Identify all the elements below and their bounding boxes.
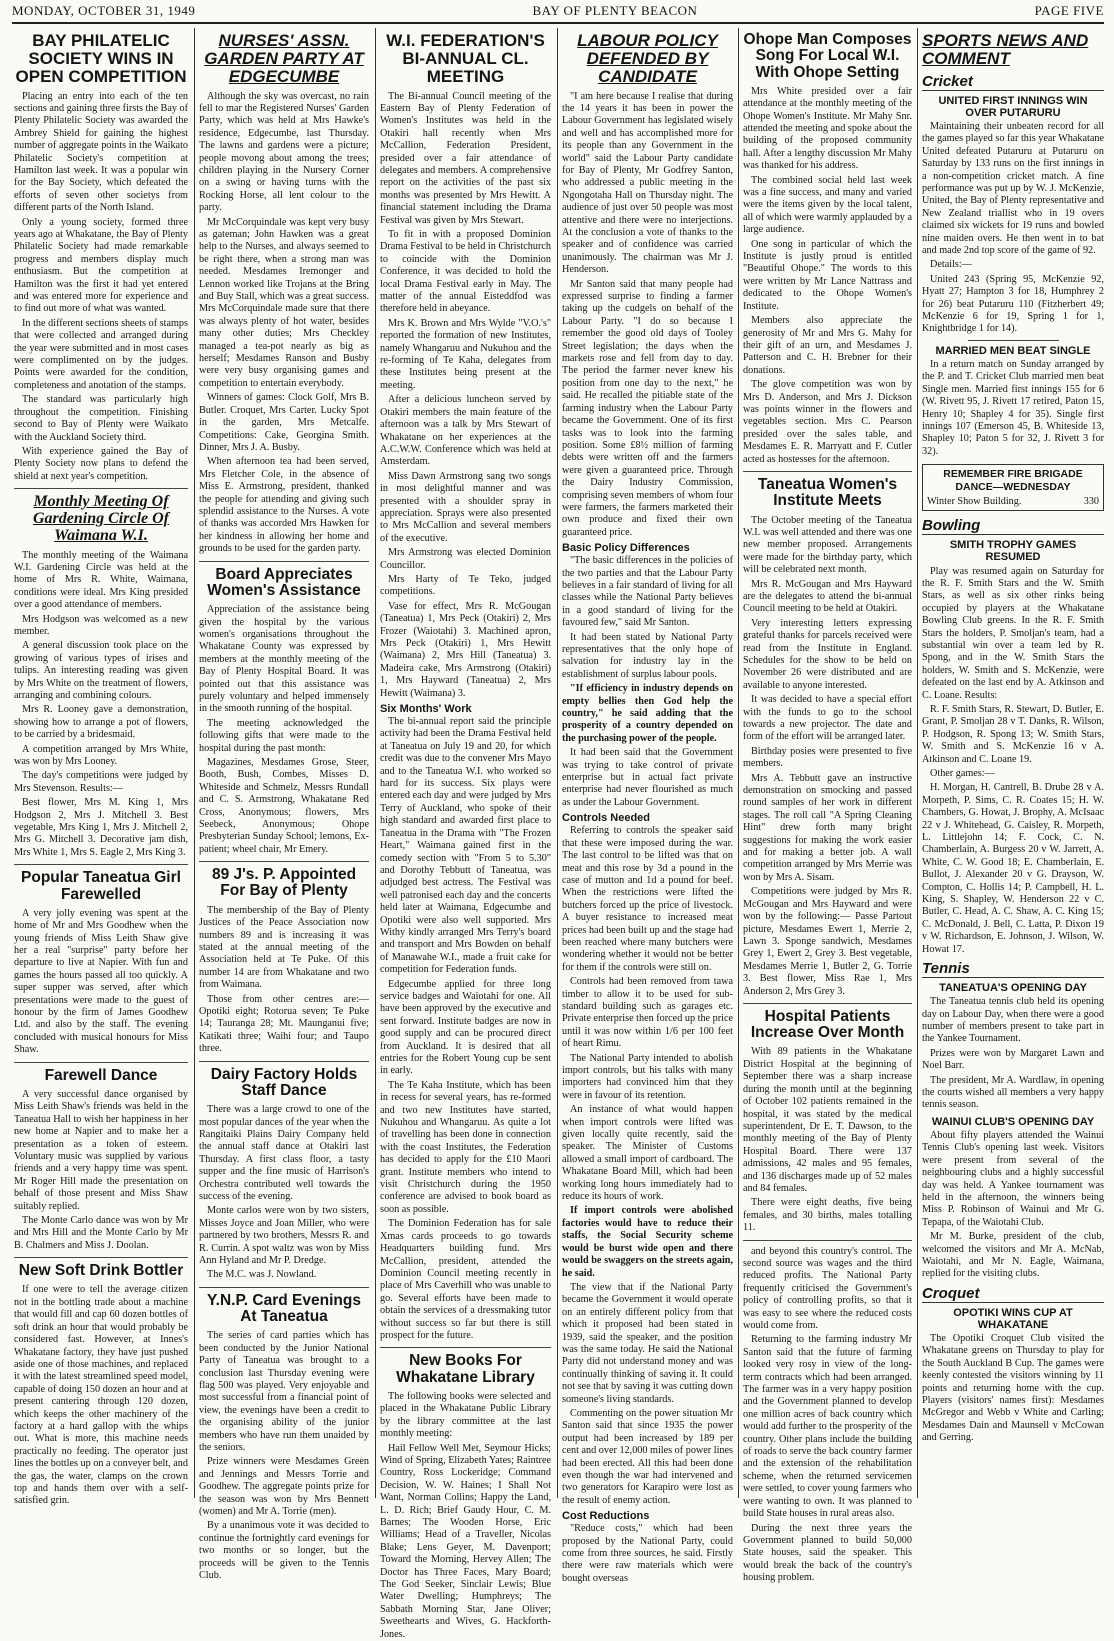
page-number: PAGE FIVE (1035, 3, 1104, 19)
article-paragraph: When afternoon tea had been served, Mrs Fletcher Cole, in the absence of Miss E. Armstrong, president, thanked the people for attending and giving such splendid assistance to the Nurses. A vote of thanks was accorded Mrs Hawken for her kindness in allowing her home and grounds to be used for the garden party. (199, 456, 369, 555)
article-paragraph: Placing an entry into each of the ten sections and gaining three firsts the Bay of Plenty Philatelic Society was awarded the Ambrey Shield for gaining the highest number of aggregate points in the Waikato Philatelic Society's competition at Hamilton last week. It was a popular win for the Bay Society, which defeated the efforts of seven other societys from different parts of the North Island. (14, 91, 188, 215)
article-paragraph: The monthly meeting of the Waimana W.I. Gardening Circle was held at the home of Mrs R. White, Waimana, conditions were ideal. Mrs King presided over a good attendance of members. (14, 550, 188, 612)
article-paragraph: The Bi-annual Council meeting of the Eastern Bay of Plenty Federation of Women's Institutes was held in the Otakiri hall recently when Mrs McCallion, Federation President, presided over a fair attendance of delegates and members. A comprehensive report on the activities of the past six months was presented by Mrs Hewitt. A financial statement including the Drama Festival was given by Mrs Stewart. (380, 91, 551, 227)
article-paragraph: H. Morgan, H. Cantrell, B. Drube 28 v A. Morpeth, P. Sims, C. R. Coates 15; H. W. Chambers, G. Howat, J. Brophy, A. McIsaac 22 v J. Whitehead, G. Caisley, R. Morpeth, L. Littlejohn 14; F. Cock, C. N. Chamberlain, A. Burgess 20 v W. Jarrett, A. White, C. W. Good 18; E. Chamberlain, E. Bullot, J. Alexander 20 v G. Drayson, W. Compton, C. Hollis 14; P. Campbell, H. L. King, S. Shapley, W. Henderson 22 v C. Butler, C. Head, A. C. Shaw, A. C. King 15; C. McDonald, J. Bell, C. Latta, P. Dixon 19 v W. Richardson, E. Johnson, J. Wilson, W. Howat 17. (922, 782, 1104, 956)
notice-box (922, 464, 1104, 511)
article-paragraph: With experience gained the Bay of Plenty Society now plans to defend the shield at next year's competition. (14, 446, 188, 483)
article-paragraph: Only a young society, formed three years ago at Whakatane, the Bay of Plenty Philatelic Society had made remarkable progress and members display much enthusiasm. But the competition at Hamilton was the first it had yet entered and was entered more for experience and to find out more of what was wanted. (14, 217, 188, 316)
article-headline: W.I. FEDERATION'S BI-ANNUAL CL. MEETING (380, 32, 551, 86)
article-paragraph: Commenting on the power situation Mr Santon said that since 1935 the power output had been increased by 189 per cent and over 12,000 miles of power lines had been erected. All this had been done even though the war had intervened and two generators for Karapiro were lost as the result of enemy action. (562, 1408, 733, 1507)
article-paragraph: The view that if the National Party became the Government it would operate on an entirely different policy from that which it proposed had been stated in 1939, said the speaker, and the position was the same today. He said the National Party did not understand money and was continually thinking of saving it. It could not see that by saving it was cutting down someone's living standards. (562, 1282, 733, 1406)
article-paragraph: and beyond this country's control. The second source was wages and the third reduced profits. The National Party frequently criticised the Government's policy of controlling profits, so that it was easy to see where the reduced costs would come from. (743, 1246, 912, 1333)
column-rule (917, 28, 918, 1498)
notice-number: 330 (1084, 496, 1099, 507)
article-paragraph: During the next three years the Government planned to build 50,000 State houses, said the speaker. This would break the back of the country's housing problem. (743, 1523, 912, 1585)
article-paragraph: If one were to tell the average citizen not in the bottling trade about a machine that would fill and cap 60 dozen bottles of soft drink an hour that would probably be considered fast. However, at Innes's Whakatane factory, they have just pushed aside one of those machines, and replaced it with the latest streamlined speed model, capable of doing 150 dozen an hour and at present cantering through 120 dozen, which keeps the other machinery of the factory at a hard gallop with the whips out. What is more, this machine needs practically no feeding. The operator just lines the bottles up on a conveyer belt, and the gas, the water, clamps on the crown top and hands them over with a self-satisfied grin. (14, 1284, 188, 1507)
column-5 (743, 28, 912, 1500)
article-headline: Ohope Man Composes Song For Local W.I. With Ohope Setting (743, 32, 912, 81)
article-paragraph: Details:— (922, 259, 1104, 271)
notice-text: REMEMBER FIRE BRIGADE DANCE—WEDNESDAY (927, 468, 1099, 493)
article-headline: Y.N.P. Card Evenings At Taneatua (199, 1293, 369, 1326)
divider (743, 1240, 912, 1241)
article-headline: MARRIED MEN BEAT SINGLE (922, 345, 1104, 357)
article-headline: BAY PHILATELIC SOCIETY WINS IN OPEN COMPETITION (14, 32, 188, 86)
subheading: Cost Reductions (562, 1510, 733, 1522)
column-rule (194, 28, 195, 1498)
article-paragraph: The series of card parties which has been conducted by the Junior National Party of Taneatua was brought to a conclusion last Thursday evening were flag 500 was played. Very enjoyable and most successful from a financial point of view, the evenings have been a credit to the organising ability of the junior members who have run them unaided by the seniors. (199, 1330, 369, 1454)
section-heading-tennis: Tennis (922, 960, 1104, 978)
article-paragraph: Prizes were won by Margaret Lawn and Noel Barr. (922, 1048, 1104, 1073)
article-paragraph: Mrs K. Brown and Mrs Wylde "V.O.'s" reported the formation of new Institutes, namely Whangaruu and Nukuhou and the re-forming of Te Kaha, delegates from these Institutes being present at the meeting. (380, 318, 551, 392)
pull-quote: If import controls were abolished factories would have to reduce their staffs, the Social Security scheme would be burst wide open and there would be swaggers on the streets again, he said. (562, 1205, 733, 1279)
article-paragraph: One song in particular of which the Institute is justly proud is entitled "Beautiful Ohope." The words to this were written by Mr Lance Nattrass and dedicated to the Ohope Women's Institute. (743, 239, 912, 313)
article-paragraph: Prize winners were Mesdames Green and Jennings and Messrs Torrie and Goodhew. The aggregate points prize for the season was won by Mrs Bennett (women) and Mr A. Torrie (men). (199, 1456, 369, 1518)
pull-quote: "If efficiency in industry depends on empty bellies then God help the country," he said adding that the prosperity of a country depended on the purchasing power of the people. (562, 683, 733, 745)
masthead (12, 0, 1104, 24)
article-paragraph: The Taneatua tennis club held its opening day on Labour Day, when there were a good number of members present to take part in the Yankee Tournament. (922, 996, 1104, 1046)
divider (199, 1061, 369, 1062)
article-paragraph: The membership of the Bay of Plenty Justices of the Peace Association now numbers 89 and is increasing it was stated at the annual meeting of the Association held at Te Puke. Of this number 14 are from Whakatane and two from Waimana. (199, 905, 369, 992)
article-paragraph: Winners of games: Clock Golf, Mrs B. Butler. Croquet, Mrs Carter. Lucky Spot in the garden, Mrs Metcalfe. Competitions: Cake, Georgina Smith. Dinner, Mrs J. A. Busby. (199, 392, 369, 454)
article-headline: NURSES' ASSN. GARDEN PARTY AT EDGECUMBE (199, 32, 369, 86)
article-paragraph: Best flower, Mrs M. King 1, Mrs Hodgson 2, Mrs J. Mitchell 3. Best vegetable, Mrs King 1, Mrs J. Mitchell 2, Mrs G. Mitchell 3. Decorative jam dish, Mrs White 1, Mrs S. Eagle 2, Mrs King 3. (14, 797, 188, 859)
article-paragraph: With 89 patients in the Whakatane District Hospital at the beginning of September there was a sharp increase during the month until at the beginning of October 102 patients remained in the hospital, it was stated by the medical superintendent, Dr E. T. Dawson, to the monthly meeting of the Bay of Plenty Hospital Board. There were 137 admissions, 42 males and 95 females, and 136 discharges made up of 52 males and 84 females. (743, 1046, 912, 1195)
article-paragraph: Although the sky was overcast, no rain fell to mar the Registered Nurses' Garden Party, which was held at Mrs Hawke's residence, Edgecumbe, last Thursday. The lawns and gardens were a picture; people movong about among the trees; children playing in the Nursery Corner on a swing or having turns with the Rocking Horse, all lent colour to the party. (199, 91, 369, 215)
column-6-sports (922, 28, 1104, 1500)
article-headline: New Soft Drink Bottler (14, 1263, 188, 1279)
article-headline: New Books For Whakatane Library (380, 1353, 551, 1386)
divider (14, 1257, 188, 1258)
divider (199, 861, 369, 862)
column-rule (375, 28, 376, 1498)
column-rule (557, 28, 558, 1498)
article-paragraph: A very jolly evening was spent at the home of Mr and Mrs Goodhew when the young friends of Miss Leith Shaw give her a real "surprise" party before her departure to live at Napier. With fun and games the hours passed all too quickly. A super supper was served, after which presentations were made to the guest of honour by the firm of James Goodhew Ltd. and also by the staff. The evening concluded with musical honours for Miss Shaw. (14, 908, 188, 1057)
article-headline: Taneatua Women's Institute Meets (743, 477, 912, 510)
divider (199, 561, 369, 562)
article-headline: Farewell Dance (14, 1068, 188, 1084)
article-paragraph: Members also appreciate the generosity of Mr and Mrs G. Mahy for their gift of an urn, and Mesdames J. Patterson and C. H. Brebner for their donations. (743, 315, 912, 377)
article-paragraph: It was decided to have a special effort with the funds to go to the school towards a new projector. The date and form of the effort will be arranged later. (743, 694, 912, 744)
divider (743, 1003, 912, 1004)
article-paragraph: A general discussion took place on the growing of various types of irises and tulips. An interesting reading was given by Mrs White on the treatment of flowers, arranging and combining colours. (14, 640, 188, 702)
article-headline: Popular Taneatua Girl Farewelled (14, 870, 188, 903)
article-paragraph: There were eight deaths, five being females, and 30 births, males totalling 11. (743, 1197, 912, 1234)
subheading: Basic Policy Differences (562, 542, 733, 554)
article-paragraph: The Dominion Federation has for sale Xmas cards proceeds to go towards Headquarters building fund. Mrs McCallion, president, attended the Dominion Council meeting recently in place of Mrs Caverhill who was unable to go. Several efforts have been made to obtain the services of a dressmaking tutor without success so far but there is still prospect for the future. (380, 1218, 551, 1342)
article-paragraph: After a delicious luncheon served by Otakiri members the main feature of the afternoon was a talk by Mrs Stewart of Whakatane on her experiences at the A.C.W.W. Conference which was held at Amsterdam. (380, 394, 551, 468)
article-paragraph: Vase for effect, Mrs R. McGougan (Taneatua) 1, Mrs Peck (Otakiri) 2, Mrs Frozer (Waiotahi) 3. Machined apron, Mrs Peck (Otakiri) 1, Mrs Hewitt (Waimana) 2, Mrs Hill (Taneatua) 3. Madeira cake, Mrs Armstrong (Otakiri) 1, Mrs Hayward (Taneatua) 2, Mrs Hewitt (Waimana) 3. (380, 601, 551, 700)
column-rule (738, 28, 739, 1498)
article-paragraph: It had been stated by National Party representatives that the only hope of salvation for industry lay in the establishment of surplus labour pools. (562, 632, 733, 682)
section-title: SPORTS NEWS AND COMMENT (922, 32, 1104, 68)
section-heading-cricket: Cricket (922, 73, 1104, 91)
article-paragraph: The standard was particularly high throughout the competition. Finishing second to Bay of Plenty were Waikato with the Auckland Society third. (14, 394, 188, 444)
article-paragraph: A very successful dance organised by Miss Leith Shaw's friends was held in the Taneatua Hall to wish her happiness in her new home at Napier and to make her a presentation as a token of esteem. Voluntary music was supplied by various friends and a very happy time was spent. Mr Roger Hill made the presentation on behalf of those present and Miss Shaw suitably replied. (14, 1089, 188, 1213)
divider (14, 864, 188, 865)
article-paragraph: To fit in with a proposed Dominion Drama Festival to be held in Christchurch to coincide with the Dominion Conference, it was decided to hold the local Drama Festival early in May. The matter of the annual Eisteddfod was therefore held in abeyance. (380, 229, 551, 316)
column-4 (562, 28, 733, 1500)
divider (14, 488, 188, 489)
article-paragraph: The following books were selected and placed in the Whakatane Public Library by the library committee at the last monthly meeting: (380, 1391, 551, 1441)
issue-date: MONDAY, OCTOBER 31, 1949 (12, 3, 195, 19)
article-paragraph: Mrs R. McGougan and Mrs Hayward are the delegates to attend the bi-annual Council meeting to be held at Otakiri. (743, 579, 912, 616)
article-headline: SMITH TROPHY GAMES RESUMED (922, 539, 1104, 563)
article-paragraph: Birthday posies were presented to five members. (743, 746, 912, 771)
article-paragraph: "The basic differences in the policies of the two parties and that the Labour Party believes in a fair standard of living for all classes while the National Party believes in a good standard of living for the favoured few," said Mr Santon. (562, 555, 733, 629)
article-paragraph: Appreciation of the assistance being given the hospital by the various women's organisations throughout the Whakatane County was expressed by members at the monthly meeting of the Bay of Plenty Hospital Board. It was pointed out that this assistance was purely voluntary and helped immensely in the smooth running of the hospital. (199, 604, 369, 716)
section-heading-bowling: Bowling (922, 517, 1104, 535)
divider (743, 471, 912, 472)
article-paragraph: In a return match on Sunday arranged by the P. and T. Cricket Club married men beat Single men. Married first innings 155 for 6 (W. Rivett 95, J. Rivett 17 retired, Paton 15, Henry 10; Shapley 4 for 35). Single first innings 107 (Emerson 45, B. Whiteside 13, Shapley 10; Paton 5 for 32, J. Rivett 3 for 32). (922, 359, 1104, 458)
article-paragraph: Returning to the farming industry Mr Santon said that the future of farming looked very rosy in view of the long-term contracts which had been arranged. The farmer was in a very happy position and the Government planned to develop one million acres of back country which would add further to the prosperity of the country. Other plans include the building of roads to serve the back country farmer and the extension of the rehabilitation scheme, when the returned servicemen were settled, to cover young farmers who were wanting to own. It was planned to build State houses in rural areas also. (743, 1334, 912, 1520)
article-paragraph: Other games:— (922, 768, 1104, 780)
article-paragraph: Mrs A. Tebbutt gave an instructive demonstration on smocking and passed round samples of her work in different stages. The roll call "A Spring Cleaning Hint" drew forth many bright suggestions for making the work easier and for making a better job. A wall competition arranged by Mrs Merrie was won by Mrs A. Sisam. (743, 773, 912, 885)
article-paragraph: Mr Santon said that many people had expressed surprise to finding a farmer taking up the cudgels on behalf of the Labour Party. "I do so because I remember the good old days of Tooley Street legislation; the days when the markets rose and fell from day to day. The period the farmer never knew his position from one day to the next," he said. He recalled the pitiable state of the farming industry when the Labour Party became the Government. One of its first tasks was to look into the farming position. Some £8½ million of farming debts were written off and the farmers were given a guaranteed price. Through the Dairy Industry Commission, comprising seven members of whom four were farmers, the farmers marketed their own produce and fixed their own guaranteed price. (562, 279, 733, 540)
article-paragraph: Edgecumbe applied for three long service badges and Waiotahi for one. All have been approved by the executive and sent forward. Institute badges are now in good supply and can be procured direct from Auckland. It is desired that all entries for the Robert Young cup be sent in early. (380, 979, 551, 1078)
article-paragraph: An instance of what would happen when import controls were lifted was given locally quite recently, said the speaker. The Minister of Customs allowed a small import of cardboard. The Whakatane Board Mill, which had been working long hours immediately had to reduce its hours of work. (562, 1104, 733, 1203)
article-paragraph: Mr McCorquindale was kept very busy as gateman; John Hawken was a great help to the Nurses, and always seemed to be right there, when a strong man was needed. Mesdames Iremonger and Lennon worked like Trojans at the Bring and Buy Stall, which was a great success. Mrs McCorquindale made sure that there was always plenty of hot water, besides many other duties; Mrs Checkley managed a tea-pot nearly as big as herself; Mesdames Ranson and Busby were very busy organising games and competition to entertain everybody. (199, 217, 369, 391)
article-paragraph: Hail Fellow Well Met, Seymour Hicks; Wind of Spring, Elizabeth Yates; Raintree Country, Ross Lockeridge; Command Decision, W. W. Haines; I Shall Not Want, Norman Collins; Happy the Land, L. D. Rich; Brief Gaudy Hour, C. M. Barnes; The Wooden Horse, Eric Williams; Head of a Traveller, Nicolas Blake; Lens Geyer, M. Davenport; Toward the Morning, Hervey Allen; The Doctor has Three Faces, Mary Board; The God Seeker, Sinclair Lewis; Blue Water Dwelling; Humphreys; The Sabbath Morning Star, Jane Oliver; Sweethearts and Wives, G. Hackforth-Jones. (380, 1443, 551, 1641)
subheading: Controls Needed (562, 812, 733, 824)
article-paragraph: Mrs Harty of Te Teko, judged competitions. (380, 574, 551, 599)
article-paragraph: The bi-annual report said the principle activity had been the Drama Festival held at Taneatua on July 19 and 20, for which credit was due to the convener Mrs Mayo and to the Taneatua W.I. who worked so hard for its success. Six plays were entered each day and were judged by Mrs Terry of Auckland, who spoke of their high standard and awarded first place to Taneatua in the Drama with "The Frozen Heart," Waimana gained first in the comedy section with "From 5 to 5.30" and Dorothy Tebbutt of Taneatua, was adjudged best actress. The Festival was well patronised each day and the concerts held later at Waimana, Edgecumbe and Opotiki were also well supported. Mrs Withy kindly arranged Mrs Terry's board and transport and Mrs Bowden on behalf of Manawahe W.I., made a fruit cake for competition for Federation funds. (380, 716, 551, 977)
column-2 (199, 28, 369, 1500)
section-heading-croquet: Croquet (922, 1285, 1104, 1303)
article-paragraph: The president, Mr A. Wardlaw, in opening the courts wished all members a very happy tennis season. (922, 1075, 1104, 1112)
article-paragraph: R. F. Smith Stars, R. Stewart, D. Butler, E. Grant, P. Smoljan 28 v T. Danks, R. Wilson, P. Hodgson, R. Spong 13; W. Smith Stars, W. Smith and S. McKenzie 16 v A. Atkinson and C. Loane 19. (922, 704, 1104, 766)
article-paragraph: Monte carlos were won by two sisters, Misses Joyce and Joan Miller, who were partnered by two brothers, Messrs R. and R. Currin. A spot waltz was won by Miss Ann Hyland and Mr P. Dredge. (199, 1205, 369, 1267)
divider (968, 340, 1059, 341)
article-headline: WAINUI CLUB'S OPENING DAY (922, 1116, 1104, 1128)
article-paragraph: Mrs R. Looney gave a demonstration, showing how to arrange a pot of flowers, to be carried by a bridesmaid. (14, 704, 188, 741)
article-headline: 89 J's. P. Appointed For Bay of Plenty (199, 867, 369, 900)
article-paragraph: It had been said that the Government was trying to take control of private enterprise but in actual fact private enterprise had never flourished as much as under the Labour Government. (562, 747, 733, 809)
article-paragraph: The glove competition was won by Mrs D. Anderson, and Mrs J. Dickson was points winner in the flowers and vegetables section. Mrs C. Pearson presided over the sales table, and Mesdames E. R. Marryatt and F. Cutler acted as hostesses for the afternoon. (743, 379, 912, 466)
article-headline: Hospital Patients Increase Over Month (743, 1009, 912, 1042)
article-headline: Monthly Meeting Of Gardening Circle Of Waimana W.I. (14, 494, 188, 544)
article-paragraph: Maintaining their unbeaten record for all the games played so far this year Whakatane United defeated Putaruru at Putaruru on Saturday by 133 runs on the first innings in a non-competition cricket match. A fine performance was put up by W. J. McKenzie, United, the Bay of Plenty representative and New Zealand triallist who in 19 overs claimed six wickets for 19 runs and bowled nine maiden overs. He then went in to bat and made 2nd top score of the game of 92. (922, 121, 1104, 257)
article-headline: Dairy Factory Holds Staff Dance (199, 1067, 369, 1100)
column-1 (14, 28, 188, 1500)
article-paragraph: The M.C. was J. Nowland. (199, 1269, 369, 1281)
article-paragraph: The Te Kaha Institute, which has been in recess for several years, has re-formed and two new Institutes have started, Nukuhou and Whangaruu. As quite a lot of travelling has been done in connection with the coast Institutes, the Federation has decided to apply for the £10 Maori grant. Institute members who intend to visit Christchurch during the 1950 conference are advised to book board as soon as possible. (380, 1080, 551, 1216)
article-paragraph: Magazines, Mesdames Grose, Steer, Booth, Bush, Combes, Misses D. Whiteside and Schmelz, Messrs Rundall and C. S. Armstrong, Whakatane Red Cross, Anonymous; flowers, Mrs Seebeck, Anonymous; Ohope Presbyterian Sunday School; lemons, Ex-patient; wheel chair, Mr Emery. (199, 757, 369, 856)
divider (380, 1347, 551, 1348)
article-paragraph: The National Party intended to abolish import controls, but his talks with many importers had convinced him that they were in favour of its retention. (562, 1053, 733, 1103)
article-paragraph: Miss Dawn Armstrong sang two songs in most delightful manner and was presented with a shoulder spray in appreciation. Sprays were also presented to Mrs McCallion and several members of the executive. (380, 471, 551, 545)
divider (199, 1287, 369, 1288)
article-paragraph: Competitions were judged by Mrs R. McGougan and Mrs Hayward and were won by the following:— Passe Partout picture, Mesdames Ewert 1, Merrie 2, Lawn 3. Sponge sandwich, Mesdames Grey 1, Ewert 2, Grey 3. Best vegetable, Mesdames Merrie 1, Butler 2, G. Torrie 3. Best flower, Miss Rae 1, Mrs Anderson 2, Mrs Grey 3. (743, 886, 912, 998)
article-paragraph: Mr M. Burke, president of the club, welcomed the visitors and Mr A. McNab, Waiotahi, and Mr N. Eagle, Waimana, replied for the visiting clubs. (922, 1231, 1104, 1281)
column-3 (380, 28, 551, 1500)
article-paragraph: The Monte Carlo dance was won by Mr and Mrs Hill and the Monte Carlo by Mr B. Chalmers and Miss J. Doolan. (14, 1215, 188, 1252)
article-paragraph: The meeting acknowledged the following gifts that were made to the hospital during the past month: (199, 718, 369, 755)
article-paragraph: The day's competitions were judged by Mrs Stevenson. Results:— (14, 770, 188, 795)
article-paragraph: The Opotiki Croquet Club visited the Whakatane greens on Thursday to play for the South Auckland B Cup. The games were keenly contested the visitors winning by 11 points and returning home with the cup. Players (visitors' names first): Mesdames McGregor and Webb v White and Carling; Mesdames Dain and Maunsell v McCowan and Gerring. (922, 1333, 1104, 1445)
newspaper-name: BAY OF PLENTY BEACON (532, 3, 697, 19)
article-paragraph: In the different sections sheets of stamps that were collected and arranged during the year were submitted and in most cases were complimented on by the judges. Points were awarded for the condition, completeness and anotation of the stamps. (14, 318, 188, 392)
article-paragraph: Controls had been removed from tawa timber to allow it to be used for sub-standard building such as garages etc. Private enterprise then forced up the price until it was now within 1/6 per 100 feet of heart Rimu. (562, 976, 733, 1050)
subheading: Six Months' Work (380, 703, 551, 715)
article-paragraph: "I am here because I realise that during the 14 years it has been in power the Labour Government has legislated wisely and well and has accomplished more for its people than any Government in the world" said the Labour Party candidate for Bay of Plenty, Mr Godfrey Santon, who addressed a public meeting in the Ngongotaha Hall on Thursday night. The audience of just over 50 people was most attentive and there were no interjections. At the conclusion a vote of thanks to the speaker and of confidence was carried unanimously. The chairman was Mr J. Henderson. (562, 91, 733, 277)
article-paragraph: There was a large crowd to one of the most popular dances of the year when the Rangitaiki Plains Dairy Company held the annual staff dance at Otakiri last Thursday. A first class floor, a tasty supper and the fine music of Harrison's Orchestra contributed well towards the success of the evening. (199, 1104, 369, 1203)
article-paragraph: Mrs White presided over a fair attendance at the monthly meeting of the Ohope Women's Institute. Mr Mahy Snr. attended the meeting and spoke about the building of the proposed community hall. After a lengthy discussion Mr Mahy was thanked for his address. (743, 86, 912, 173)
notice-venue: Winter Show Building. (927, 496, 1021, 507)
article-headline: Board Appreciates Women's Assistance (199, 567, 369, 600)
article-paragraph: The combined social held last week was a fine success, and many and varied were the items given by the local talent, all of which were warmly applauded by a large audience. (743, 175, 912, 237)
article-paragraph: Mrs Armstrong was elected Dominion Councillor. (380, 547, 551, 572)
article-paragraph: A competition arranged by Mrs White, was won by Mrs Looney. (14, 744, 188, 769)
article-headline: TANEATUA'S OPENING DAY (922, 982, 1104, 994)
divider (14, 1062, 188, 1063)
article-paragraph: Very interesting letters expressing grateful thanks for parcels received were read from the Institute in England. Schedules for the show to be held on November 26 were distributed and are available to anyone interested. (743, 618, 912, 692)
article-paragraph: "Reduce costs," which had been proposed by the National Party, could come from three sources, he said. Firstly there were raw materials which were bought overseas (562, 1523, 733, 1585)
article-paragraph: Referring to controls the speaker said that these were imposed during the war. The last control to be lifted was that on meat and this rose by 3d a pound in the case of mutton and 1d a pound for beef. When the restrictions were lifted the butchers forced up the price of livestock. A buyer resistance to increased meat prices had been built up and the stage had been reached where many butchers were wondering whether it would not be better for them if the controls were still on. (562, 825, 733, 974)
article-headline: UNITED FIRST INNINGS WIN OVER PUTARURU (922, 95, 1104, 119)
article-paragraph: The October meeting of the Taneatua W.I. was well attended and there was one new member proposed. Arrangements were made for the birthday party, which will be celebrated next month. (743, 515, 912, 577)
article-paragraph: United 243 (Spring 95, McKenzie 92, Hyatt 27; Hampton 3 for 18, Humphrey 2 for 26) beat Putaruru 110 (Fitzherbert 49; McKenzie 6 for 19, Spring 1 for 1, Knightbridge 1 for 14). (922, 274, 1104, 336)
article-paragraph: Those from other centres are:— Opotiki eight; Rotorua seven; Te Puke 14; Tauranga 28; Mt. Maunganui five; Katikati three; Waihi four; and Taupo three. (199, 994, 369, 1056)
article-paragraph: Play was resumed again on Saturday for the R. F. Smith Stars and the W. Smith Stars, as well as six other rinks being occupied by players at the Whakatane Bowling Club greens. In the R. F. Smith Stars the holders, P. Smoljan's team, had a substantial win over a team led by R. Spong, and in the W. Smith Stars the holders, W. Smith and S. McKenzie, were defeated on the last end by A. Atkinson and C. Loane. Results: (922, 566, 1104, 702)
article-paragraph: By a unanimous vote it was decided to continue the fortnightly card evenings for two months or so longer, but the proceeds will be given to the Tennis Club. (199, 1520, 369, 1582)
article-paragraph: Mrs Hodgson was welcomed as a new member. (14, 614, 188, 639)
article-paragraph: About fifty players attended the Wainui Tennis Club's opening last week. Visitors were present from several of the neighbouring clubs and a highly successful day was held. A Yankee tournament was held in the afternoon, the winners being Miss P. Robinson of Wainui and Mr G. Tepapa, of the Waiotahi Club. (922, 1130, 1104, 1229)
article-headline: LABOUR POLICY DEFENDED BY CANDIDATE (562, 32, 733, 86)
article-headline: OPOTIKI WINS CUP AT WHAKATANE (922, 1307, 1104, 1331)
